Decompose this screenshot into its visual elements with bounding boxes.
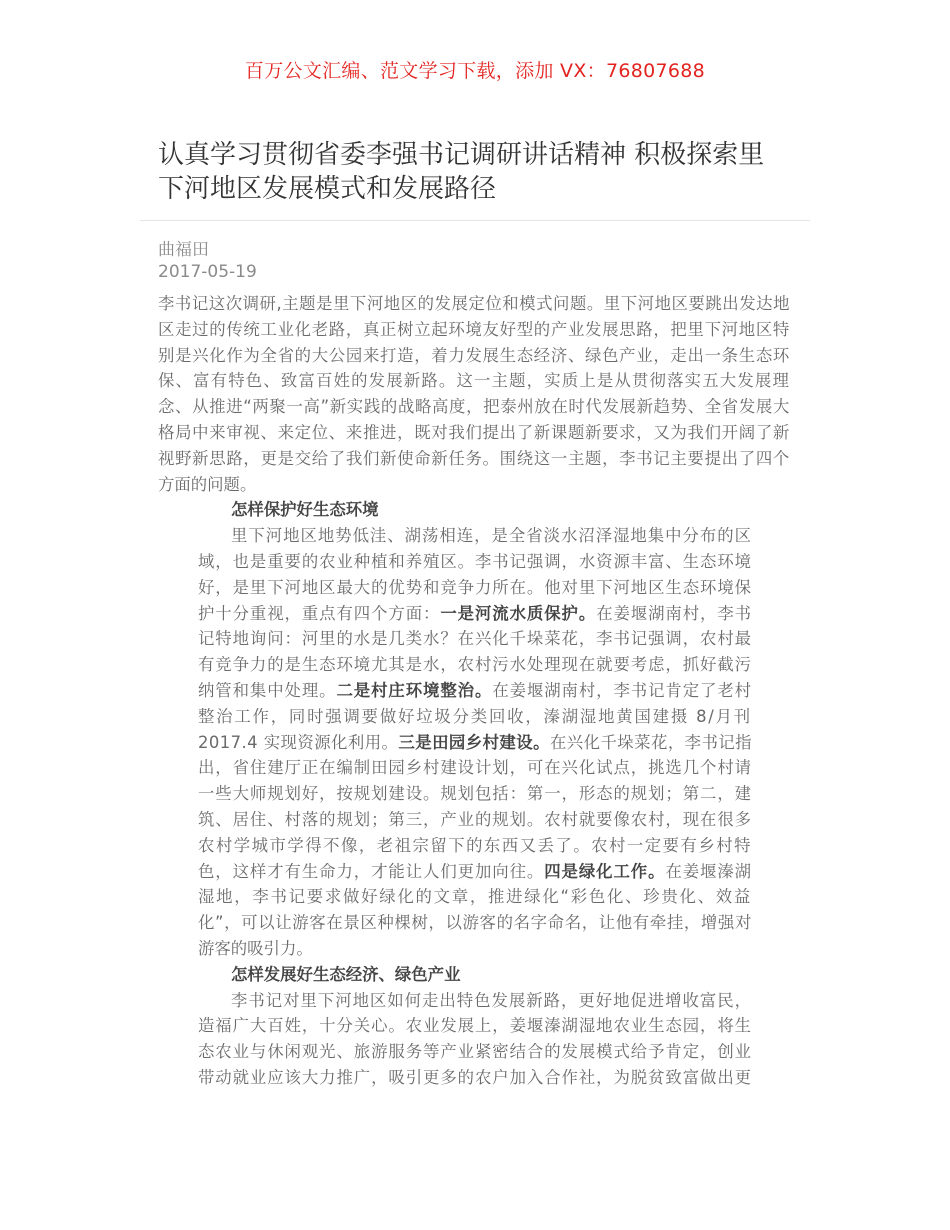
text-run: 在姜堰湖南村，李书 bbox=[596, 603, 752, 623]
text-run: 整治工作，同时强调要做好垃圾分类回收，溱湖湿地黄国建摄 8/月刊 bbox=[198, 706, 752, 726]
text-run: 在姜堰溱湖 bbox=[665, 861, 752, 881]
text-run: 域，也是重要的农业种植和养殖区。李书记强调，水资源丰富、生态环境 bbox=[198, 552, 752, 571]
bold-text: 二是村庄环境整治。 bbox=[336, 681, 493, 700]
text-run: 筑、居住、村落的规划；第三，产业的规划。农村就要像农村，现在很多 bbox=[198, 810, 752, 829]
text-run: 游客的吸引力。 bbox=[198, 939, 313, 958]
text-run: 农村学城市学得不像，老祖宗留下的东西又丢了。农村一定要有乡村特 bbox=[198, 835, 752, 855]
text-run: 里下河地区地势低洼、湖荡相连，是全省淡水沼泽湿地集中分布的区 bbox=[231, 526, 752, 546]
text-run: 护十分重视，重点有四个方面： bbox=[198, 603, 441, 623]
text-run: 保、富有特色、致富百姓的发展新路。这一主题，实质上是从贯彻落实五大发展理 bbox=[158, 371, 790, 391]
body-line bbox=[198, 936, 313, 962]
body-line bbox=[158, 317, 790, 343]
text-run: 好，是里下河地区最大的优势和竞争力所在。他对里下河地区生态环境保 bbox=[198, 577, 752, 597]
text-run: 别是兴化作为全省的大公园来打造，着力发展生态经济、绿色产业，走出一条生态环 bbox=[158, 345, 790, 365]
body-line bbox=[158, 472, 256, 498]
body-line bbox=[158, 343, 790, 369]
text-run: 李书记对里下河地区如何走出特色发展新路，更好地促进增收富民， bbox=[231, 990, 752, 1010]
text-run: 区走过的传统工业化老路，真正树立起环境友好型的产业发展思路，把里下河地区特 bbox=[158, 319, 790, 339]
body-line bbox=[198, 652, 752, 678]
body-line bbox=[198, 859, 752, 885]
bold-text: 四是绿化工作。 bbox=[544, 861, 666, 881]
body-line bbox=[198, 549, 752, 575]
body-line bbox=[198, 1039, 752, 1065]
text-run: 在姜堰湖南村，李书记肯定了老村 bbox=[492, 681, 752, 700]
body-line bbox=[198, 704, 752, 730]
text-run: 出，省住建厅正在编制田园乡村建设计划，可在兴化试点，挑选几个村请 bbox=[198, 758, 752, 778]
body-line bbox=[158, 420, 790, 446]
promo-banner: 百万公文汇编、范文学习下载，添加 VX：76807688 bbox=[244, 60, 706, 82]
text-run: 一些大师规划好，按规划建设。规划包括：第一，形态的规划；第二，建 bbox=[198, 784, 752, 804]
text-run: 方面的问题。 bbox=[158, 474, 257, 494]
body-line bbox=[198, 1013, 752, 1039]
text-run: 造福广大百姓，十分关心。农业发展上，姜堰溱湖湿地农业生态园，将生 bbox=[198, 1016, 752, 1036]
body-line bbox=[158, 291, 790, 317]
text-run: 念、从推进“两聚一高”新实践的战略高度，把泰州放在时代发展新趋势、全省发展大 bbox=[158, 397, 790, 417]
body-line bbox=[198, 910, 752, 936]
body-line bbox=[198, 781, 752, 807]
title-divider bbox=[140, 220, 810, 221]
body-line bbox=[158, 394, 790, 420]
body-line bbox=[198, 833, 752, 859]
text-run: 纳管和集中处理。 bbox=[198, 681, 337, 700]
body-line bbox=[198, 807, 752, 833]
body-line bbox=[198, 626, 752, 652]
article-author: 曲福田 bbox=[158, 240, 209, 260]
text-run: 色，这样才有生命力，才能让人们更加向往。 bbox=[198, 861, 545, 881]
bold-text: 一是河流水质保护。 bbox=[440, 603, 597, 623]
text-run: 记特地询问：河里的水是几类水？在兴化千垛菜花，李书记强调，农村最 bbox=[198, 629, 752, 649]
text-run: 化”，可以让游客在景区种棵树，以游客的名字命名，让他有牵挂，增强对 bbox=[198, 913, 752, 933]
article-title bbox=[158, 138, 798, 206]
text-run: 2017.4 实现资源化利用。 bbox=[198, 732, 399, 752]
bold-text: 怎样保护好生态环境 bbox=[231, 500, 379, 520]
text-run: 湿地，李书记要求做好绿化的文章，推进绿化“彩色化、珍贵化、效益 bbox=[198, 887, 752, 907]
body-line bbox=[198, 575, 752, 601]
body-line bbox=[231, 962, 460, 988]
text-run: 格局中来审视、来定位、来推进，既对我们提出了新课题新要求，又为我们开阔了新 bbox=[158, 423, 790, 442]
body-line bbox=[198, 755, 752, 781]
text-run: 有竞争力的是生态环境尤其是水，农村污水处理现在就要考虑，抓好截污 bbox=[198, 655, 752, 675]
body-line bbox=[231, 523, 752, 549]
body-line bbox=[158, 446, 790, 472]
bold-text: 三是田园乡村建设。 bbox=[398, 732, 550, 752]
body-line bbox=[198, 678, 752, 704]
title-line: 认真学习贯彻省委李强书记调研讲话精神 积极探索里 bbox=[158, 140, 765, 170]
bold-text: 怎样发展好生态经济、绿色产业 bbox=[231, 964, 461, 984]
body-line bbox=[198, 884, 752, 910]
body-line bbox=[198, 601, 752, 627]
body-line bbox=[231, 497, 379, 523]
body-line bbox=[198, 1065, 752, 1091]
title-line: 下河地区发展模式和发展路径 bbox=[158, 174, 497, 204]
text-run: 视野新思路，更是交给了我们新使命新任务。围绕这一主题，李书记主要提出了四个 bbox=[158, 448, 790, 468]
body-line bbox=[231, 988, 752, 1014]
text-run: 李书记这次调研,主题是里下河地区的发展定位和模式问题。里下河地区要跳出发达地 bbox=[158, 294, 790, 313]
text-run: 态农业与休闲观光、旅游服务等产业紧密结合的发展模式给予肯定，创业 bbox=[198, 1042, 752, 1062]
article-date: 2017-05-19 bbox=[158, 262, 257, 282]
text-run: 在兴化千垛菜花，李书记指 bbox=[549, 732, 753, 752]
text-run: 带动就业应该大力推广，吸引更多的农户加入合作社，为脱贫致富做出更 bbox=[198, 1068, 752, 1087]
body-line bbox=[158, 368, 790, 394]
body-line bbox=[198, 730, 752, 756]
